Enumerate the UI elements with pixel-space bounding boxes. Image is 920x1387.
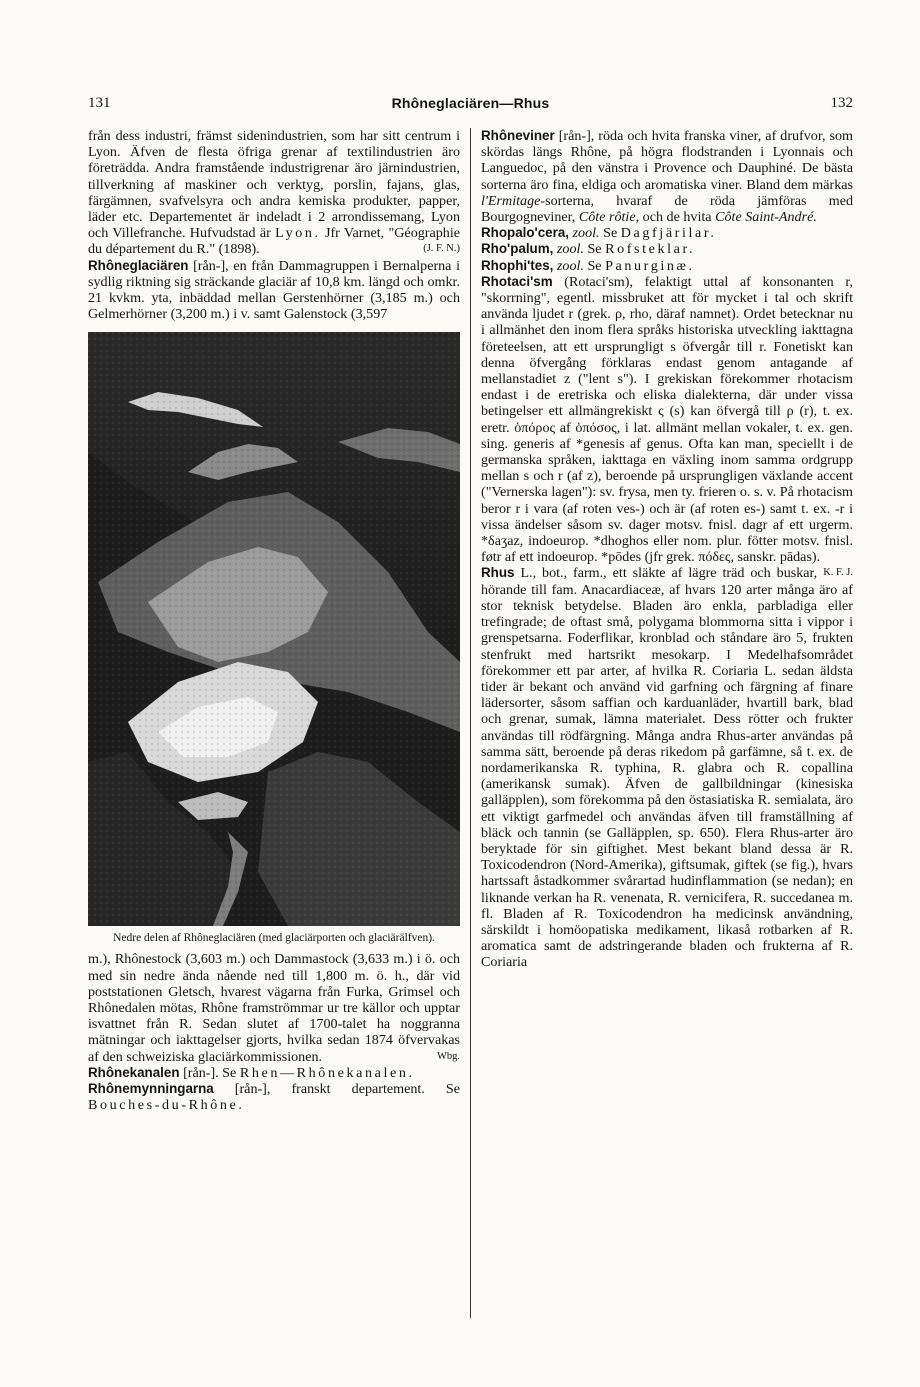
cross-reference: Bouches-du-Rhône. xyxy=(88,1097,245,1114)
entry-rhoneglaciaren-cont: m.), Rhônestock (3,603 m.) och Dammastock (3,633 m.) i ö. och med sin nedre ända nående ned till 1,800 m. ö. h., där vid poststationen Gletsch, hvarest vägarna från Furka, Grimsel och Rhônedalen mötas, Rhône framströmmar ur tre källor och upptar isvattnet från R. Sedan slutet af 1700-talet ha noggranna mätningar och iakttagelser gjorts, hvilka sedan 1874 öfvervakas af den schweiziska glaciärkommissionen. Wbg. xyxy=(88,951,460,1065)
page-number-right: 132 xyxy=(830,95,853,111)
dictionary-page xyxy=(88,95,853,1325)
glacier-photo xyxy=(88,332,460,926)
cross-reference: Dagfjärilar. xyxy=(620,225,717,242)
figure-caption: Nedre delen af Rhôneglaciären (med glaciärporten och glaciärälfven). xyxy=(113,932,435,945)
headword: Rho'palum, xyxy=(481,241,554,257)
glacier-photo-figure xyxy=(88,332,460,945)
headword: Rhopalo'cera, xyxy=(481,225,570,241)
page-header xyxy=(88,95,853,117)
headword: Rhôneglaciären xyxy=(88,257,189,273)
headword: Rhôneviner xyxy=(481,128,555,143)
cross-reference: Rofsteklar. xyxy=(605,241,696,258)
cross-reference: Rhen—Rhônekanalen. xyxy=(239,1064,415,1081)
signature: Wbg. xyxy=(436,1050,460,1062)
entry-rhopalocera: Rhopalo'cera, zool. Se Dagfjärilar. xyxy=(481,225,717,242)
entry-rhoneglaciaren: Rhôneglaciären [rån-], en från Dammagruppen i Bernalperna i sydlig riktning sig sträckande glaciär af 10,8 km. längd och omkr. 21 kvkm. yta, inbäddad mellan Gerstenhörner (3,185 m.) och Gelmerhörner (3,200 m.) i v. samt Galenstock (3,597 xyxy=(88,257,460,323)
cross-reference: Panurginæ. xyxy=(605,257,695,274)
headword: Rhophi'tes, xyxy=(481,257,554,273)
signature: K. F. J. xyxy=(823,567,853,579)
entry-rhoneviner: Rhôneviner [rån-], röda och hvita franska viner, af drufvor, som skördas längs Rhône, på högra flodstranden i Lyonnais och Languedoc, på den vänstra i Provence och Dauphiné. De bästa sorterna äro fina, eldiga och aromatiska viner. Bland dem märkas l'Ermitage-sorterna, hvaraf de röda jämföras med Bourgogneviner, Côte rôtie, och de hvita Côte Saint-André. xyxy=(481,128,853,226)
headword: Rhus xyxy=(481,565,515,581)
headword: Rhônekanalen xyxy=(88,1064,180,1080)
entry-rhophites: Rhophi'tes, zool. Se Panurginæ. xyxy=(481,257,695,274)
headword: Rhotaci'sm xyxy=(481,273,553,289)
headword: Rhônemynningarna xyxy=(88,1081,214,1097)
page-number-left: 131 xyxy=(88,95,111,111)
right-column xyxy=(481,128,853,971)
left-column xyxy=(88,128,460,1113)
column-divider xyxy=(470,128,471,1318)
entry-rhus: Rhus L., bot., farm., ett släkte af lägre träd och buskar, hörande till fam. Anacardiaceæ, af hvars 120 arter många äro af stor teknisk betydelse. Bladen äro enkla, parbladiga eller trefingrade; de oftast små, polygama blommorna sitta i vippor i grenspetsarna. Foderflikar, kronblad och ståndare äro 5, frukten stenfrukt med hartsrikt mesokarp. I Medelhafsområdet förekommer ett par arter, af hvilka R. Coriaria L. sedan äldsta tider är bekant och använd vid garfning och färgning af finare lädersorter, såsom saffian och karduanläder, hvartill bark, blad och grenar, sumak, lämna materialet. Dess rötter och frukter användas till rödfärgning. Många andra Rhus-arter användas på samma sätt, beroende på deras rikedom på garfämne, så t. ex. de nordamerikanska R. typhina, R. glabra och R. copallina (amerikansk sumak). Äfven de gallbildningar (kinesiska galläpplen), som förekomma på den östasiatiska R. semialata, äro ett viktigt garfmedel och användas äfven till framställning af bläck och tannin (se Galläpplen, sp. 650). Flera Rhus-arter äro beryktade för sin giftighet. Mest bekant bland dessa är R. Toxicodendron (Nord-Amerika), giftsumak, giftek (se fig.), hvars hartssaft åstadkommer svårartad hudinflammation (se nedan); en liknande verkan ha R. venenata, R. vernicifera, R. succedanea m. fl. Bladen af R. Toxicodendron ha medicinsk användning, särskildt i homöopatiska medikament, likaså rotbarken af R. aromatica samt de adstringerande bladen och frukterna af R. Coriaria xyxy=(481,565,853,971)
entry-rhopalum: Rho'palum, zool. Se Rofsteklar. xyxy=(481,241,696,258)
signature: (J. F. N.) xyxy=(423,243,460,255)
running-title: Rhôneglaciären—Rhus xyxy=(391,95,550,111)
entry-rhonemynningarna: Rhônemynningarna [rån-], franskt departement. Se Bouches-du-Rhône. xyxy=(88,1081,460,1114)
entry-rhonekanalen: Rhônekanalen [rån-]. Se Rhen—Rhônekanalen. xyxy=(88,1064,415,1081)
entry-rhotacism: Rhotaci'sm (Rotaci'sm), felaktigt uttal af konsonanten r, "skorrning", egentl. missbruket att för mycket i tal och skrift använda ljudet r (grek. ρ, rho, däraf namnet). Ordet betecknar nu i allmänhet den inom flera språks historiska utveckling iakttagna företeelsen, att ett ursprungligt s öfvergår till r. Fonetiskt kan denna öfvergång förklaras endast genom antagande af mellanstadiet z ("lent s"). I grekiskan förekommer rhotacism endast i de eretriska och eliska dialekterna, där under vissa betingelser ett allmängrekiskt ς (s) kan öfvergå till ρ (r), t. ex. eretr. ὁπόρος af ὁπόσος, i lat. allmänt mellan vokaler, t. ex. gen. sing. generis af *genesis af genus. Ofta kan man, speciellt i de germanska språken, iakttaga en växling inom samma ordgrupp mellan s och r (af z), beroende på ursprungligen växlande accent ("Vernerska lagen"): sv. frysa, men ty. frieren o. s. v. På rhotacism beror r i vara (af roten ves-) och är (af roten es-) samt t. ex. -r i vissa ändelser såsom sv. dager motsv. fnisl. dagr af ett urgerm. *δaʒaz, indoeurop. *dhoghos eller nom. plur. fötter motsv. fnisl. føtr af ett indoeurop. *pōdes (jfr grek. πόδες, sanskr. pādas). K. F. J. xyxy=(481,274,853,566)
entry-rhone-continuation: från dess industri, främst sidenindustrien, som har sitt centrum i Lyon. Äfven de flesta öfriga grenar af textilindustrien äro företrädda. Andra framstående industrigrenar äro järnindustrien, tillverkning af maskiner och verktyg, porslin, fajans, glas, färgämnen, svafvelsyra och andra kemiska produkter, papper, läder etc. Departementet är indeladt i 2 arrondissemang, Lyon och Villefranche. Hufvudstad är Lyon. Jfr Varnet, "Géographie du département du R." (1898). (J. F. N.) xyxy=(88,128,460,258)
